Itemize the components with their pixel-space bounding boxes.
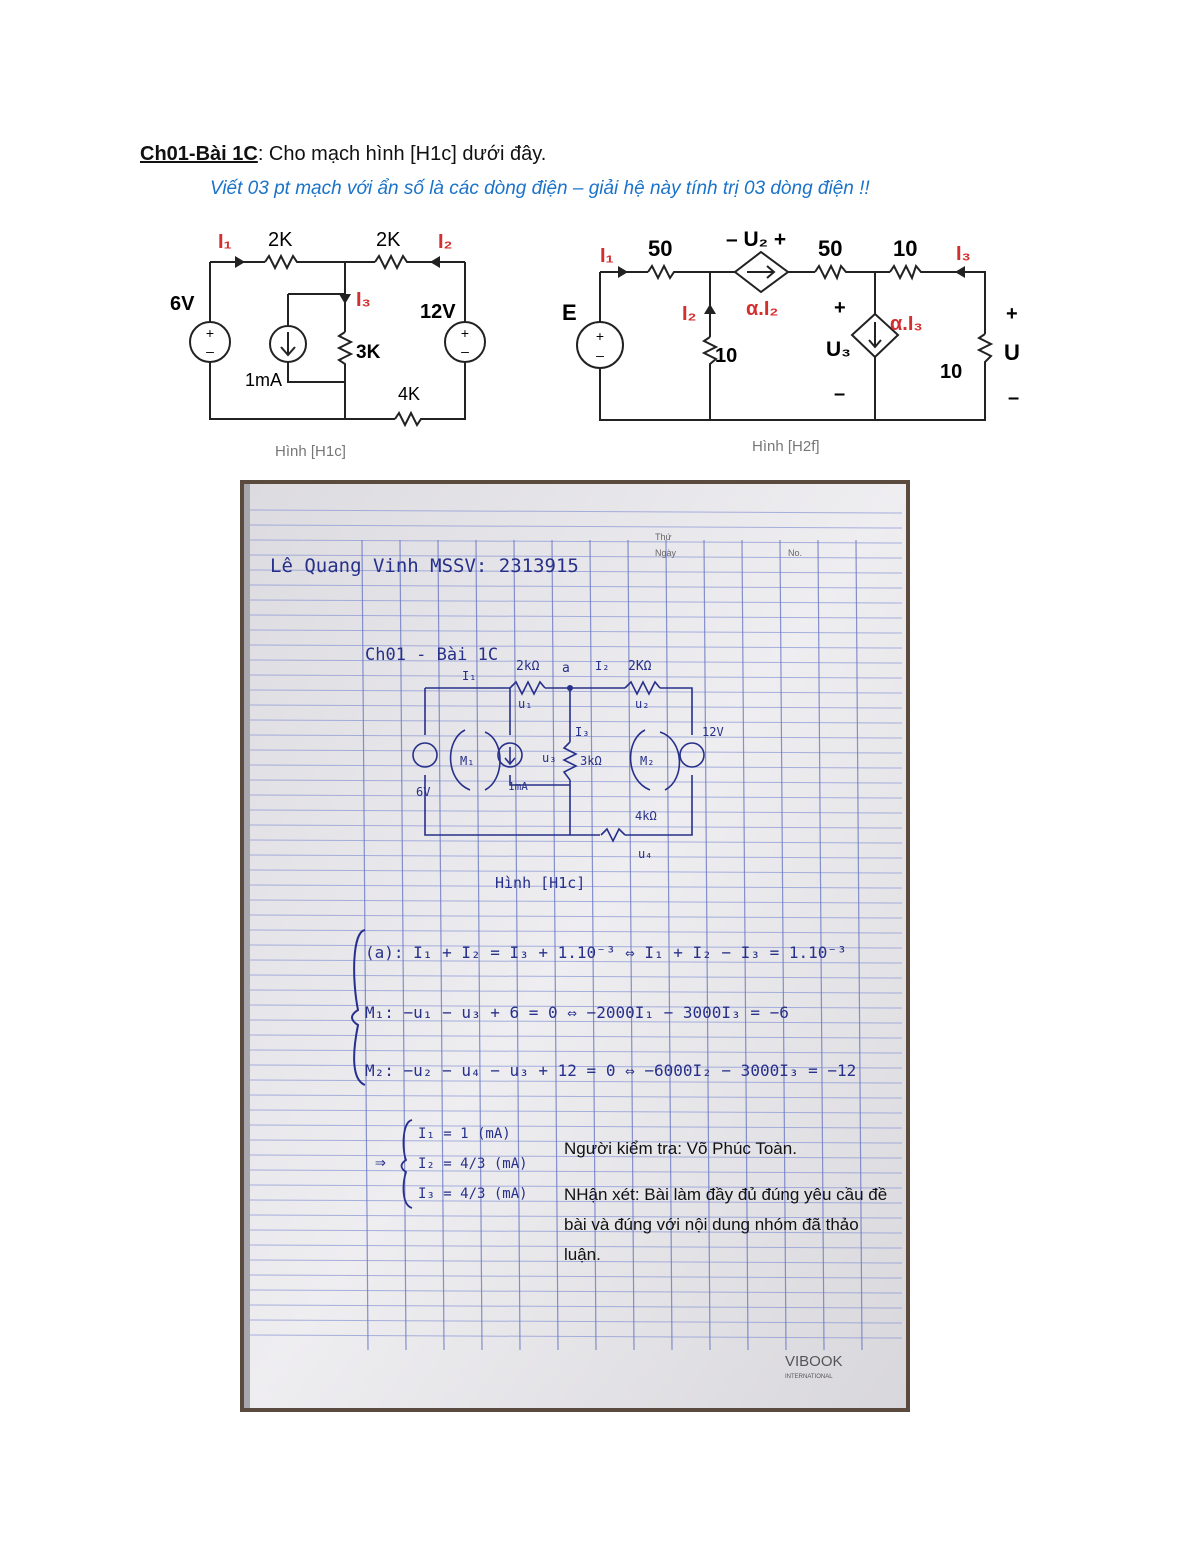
nb-label-v2: 12V (702, 725, 724, 739)
h2f-label-minus3: – (834, 383, 846, 405)
nb-eq-node-a: (a): I₁ + I₂ = I₃ + 1.10⁻³ ⇔ I₁ + I₂ − I₃ = 1.10⁻³ (365, 943, 847, 962)
nb-label-is: 1mA (508, 780, 528, 793)
h2f-label-u2: – U₂ + (726, 228, 787, 251)
nb-label-i1: I₁ (462, 669, 477, 683)
h2f-label-u: U (1004, 340, 1020, 365)
h1c-label-r1: 2K (268, 229, 293, 251)
h2f-label-u3: U₃ (826, 338, 851, 361)
review-note (564, 1134, 894, 1286)
h2f-label-i3: I₃ (956, 243, 971, 265)
h2f-label-e: E (562, 300, 577, 325)
svg-text:–: – (596, 347, 604, 363)
h2f-label-r1: 50 (648, 236, 673, 261)
h1c-label-i3: I₃ (356, 289, 371, 311)
h1c-label-v1: 6V (170, 293, 195, 315)
review-comment: NHận xét: Bài làm đầy đủ đúng yêu cầu đề bài và đúng với nội dung nhóm đã thảo luận. (564, 1185, 888, 1264)
nb-header-no: No. (788, 548, 803, 558)
h1c-caption: Hình [H1c] (275, 443, 346, 460)
h2f-label-plus3: + (834, 297, 846, 319)
nb-label-u3: u₃ (542, 751, 557, 765)
nb-solution-i3: I₃ = 4/3 (mA) (418, 1186, 528, 1202)
exercise-instruction: Viết 03 pt mạch với ẩn số là các dòng điện – giải hệ này tính trị 03 dòng điện !! (210, 178, 870, 199)
nb-section-title: Ch01 - Bài 1C (365, 645, 499, 665)
nb-label-node: a (562, 661, 570, 676)
h2f-caption: Hình [H2f] (752, 438, 820, 455)
nb-solution-arrow: ⇒ (375, 1152, 386, 1173)
h2f-label-r2: 10 (715, 345, 738, 367)
h1c-label-is: 1mA (245, 370, 283, 390)
review-checker: Người kiểm tra: Võ Phúc Toàn. (564, 1139, 797, 1158)
svg-text:+: + (205, 325, 215, 341)
nb-label-r2: 2KΩ (628, 659, 652, 674)
nb-brand-sub: INTERNATIONAL (785, 1374, 833, 1380)
exercise-tag: Ch01-Bài 1C (140, 143, 258, 165)
h2f-label-minus-u: – (1008, 387, 1020, 409)
h1c-label-r3: 3K (356, 342, 381, 363)
svg-text:+: + (595, 328, 605, 344)
h2f-label-i1: I₁ (600, 245, 614, 267)
h1c-label-r2: 2K (376, 229, 401, 251)
nb-brand: VIBOOK (785, 1353, 843, 1370)
h1c-label-i2: I₂ (438, 231, 453, 253)
nb-label-v1: 6V (416, 785, 431, 799)
nb-header-thu: Thứ (655, 532, 672, 542)
circuit-h1c (170, 222, 490, 462)
nb-solution-i2: I₂ = 4/3 (mA) (418, 1156, 528, 1172)
h2f-label-r4: 10 (893, 236, 918, 261)
nb-label-u2: u₂ (635, 697, 650, 711)
h1c-label-i1: I₁ (218, 231, 232, 253)
nb-label-m1: M₁ (460, 754, 475, 768)
nb-label-u4: u₄ (638, 847, 653, 861)
nb-solution-i1: I₁ = 1 (mA) (418, 1126, 511, 1142)
svg-text:+: + (460, 325, 470, 341)
h2f-label-dep2: α.I₃ (890, 313, 923, 335)
h2f-label-dep1: α.I₂ (746, 298, 779, 320)
nb-label-r1: 2kΩ (516, 659, 540, 674)
nb-header-ngay: Ngày (655, 548, 677, 558)
nb-label-i3: I₃ (575, 725, 590, 739)
nb-label-i2: I₂ (595, 659, 610, 673)
nb-eq-mesh-1: M₁: −u₁ − u₃ + 6 = 0 ⇔ −2000I₁ − 3000I₃ = −6 (365, 1003, 789, 1022)
h1c-label-r4: 4K (398, 384, 421, 404)
h2f-label-plus-u: + (1006, 303, 1018, 325)
nb-label-r3: 3kΩ (580, 754, 602, 768)
nb-eq-mesh-2: M₂: −u₂ − u₄ − u₃ + 12 = 0 ⇔ −6000I₂ − 3000I₃ = −12 (365, 1061, 857, 1080)
svg-text:–: – (461, 343, 469, 359)
exercise-description: Cho mạch hình [H1c] dưới đây. (263, 143, 547, 165)
exercise-colon: : (257, 143, 264, 165)
nb-label-r4: 4kΩ (635, 809, 657, 823)
nb-student-name: Lê Quang Vinh MSSV: 2313915 (270, 555, 579, 577)
h1c-label-v2: 12V (420, 301, 456, 323)
h2f-label-i2: I₂ (682, 303, 697, 325)
svg-text:–: – (206, 343, 214, 359)
nb-label-m2: M₂ (640, 754, 655, 768)
nb-label-u1: u₁ (518, 697, 533, 711)
exercise-heading (140, 143, 546, 166)
h2f-label-r5: 10 (940, 361, 963, 383)
circuit-h2f (560, 222, 1040, 462)
h2f-label-r3: 50 (818, 236, 843, 261)
nb-figure-caption: Hình [H1c] (495, 874, 586, 892)
